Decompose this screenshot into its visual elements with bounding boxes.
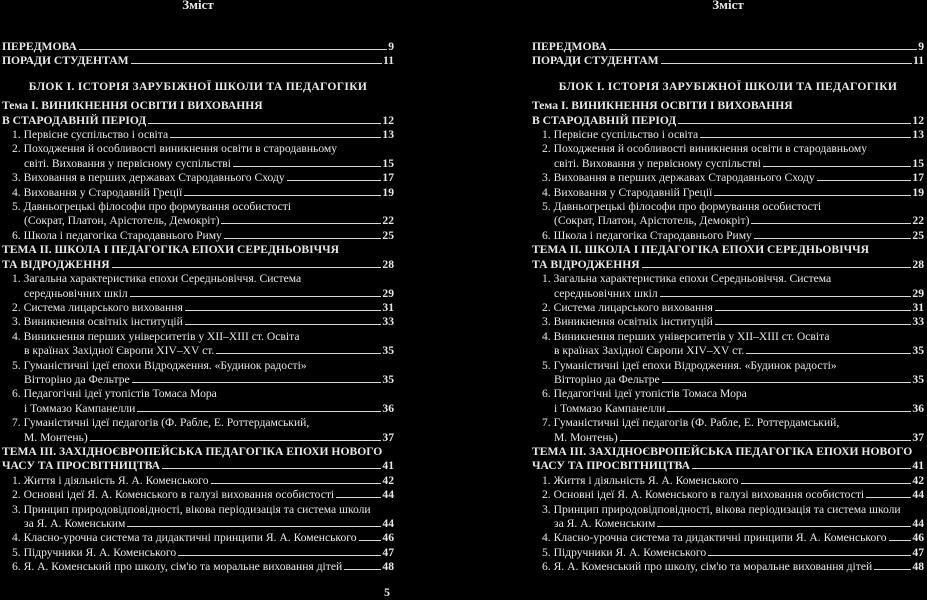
toc-page-number: 44 [912, 488, 924, 502]
toc-page-number: 22 [382, 214, 394, 228]
leader-line [667, 411, 911, 412]
toc-entry-line [542, 301, 924, 315]
toc-entry-line [542, 330, 924, 344]
toc-entry-line [542, 157, 924, 171]
toc-entry-text: і Томмазо Кампанелли [24, 401, 136, 415]
leader-line [609, 49, 917, 50]
toc-page-number: 42 [912, 473, 924, 487]
toc-entry [2, 186, 394, 200]
toc-list [532, 40, 924, 575]
toc-entry-text: 4. Виникнення перших університетів у XII–XIII ст. Освіта [12, 329, 300, 343]
toc-entry-text: Тема I. ВИНИКНЕННЯ ОСВІТИ І ВИХОВАННЯ [532, 99, 793, 113]
toc-page-right [532, 0, 924, 600]
toc-entry [2, 229, 394, 243]
toc-entry-line [12, 272, 394, 286]
toc-entry-line [532, 99, 924, 113]
leader-line [889, 540, 912, 541]
toc-entry-text: 1. Первісне суспільство і освіта [12, 128, 169, 142]
toc-entry [2, 445, 394, 474]
toc-page-number: 44 [912, 517, 924, 530]
toc-page-number: 36 [912, 401, 924, 415]
toc-entry-text: в країнах Західної Європи XIV–XV ст. [554, 344, 745, 358]
leader-line [661, 63, 912, 64]
leader-line [170, 137, 381, 138]
toc-entry [532, 128, 924, 142]
leader-line [662, 382, 912, 383]
toc-entry-line [2, 99, 394, 113]
leader-line [132, 382, 382, 383]
toc-entry-text: світі. Виховання у первісному суспільстві [554, 156, 761, 170]
toc-page-number: 19 [382, 185, 394, 199]
toc-page-number: 37 [912, 430, 924, 444]
toc-entry [2, 40, 394, 54]
toc-entry [532, 503, 924, 532]
toc-entry-text: В СТАРОДАВНІЙ ПЕРІОД [532, 113, 677, 127]
leader-line [233, 166, 381, 167]
block-heading: БЛОК І. ІСТОРІЯ ЗАРУБІЖНОЇ ШКОЛИ ТА ПЕДАГОГІКИ [28, 79, 368, 93]
toc-entry-line [2, 445, 394, 459]
toc-page-number: 42 [382, 473, 394, 487]
toc-entry-text: 2. Система лицарського виховання [12, 300, 183, 314]
toc-entry-text: 4. Класно-урочна система та дидактичні принципи Я. А. Коменського [12, 531, 357, 545]
toc-entry [2, 243, 394, 272]
leader-line [754, 238, 912, 239]
toc-entry-line [12, 344, 394, 358]
toc-entry [532, 186, 924, 200]
toc-page-number: 29 [382, 286, 394, 300]
toc-entry [2, 488, 394, 502]
leader-line [185, 310, 382, 311]
leader-line [184, 195, 381, 196]
toc-entry-line [542, 229, 924, 243]
toc-entry-line [12, 503, 394, 517]
leader-line [741, 483, 912, 484]
toc-entry-text: ТА ВІДРОДЖЕННЯ [532, 257, 640, 271]
toc-entry-line [12, 546, 394, 560]
toc-entry-line [12, 171, 394, 185]
leader-line [763, 166, 911, 167]
toc-entry-line [12, 157, 394, 171]
toc-entry-text: ЧАСУ ТА ПРОСВІТНИЦТВА [2, 459, 161, 473]
toc-entry-text: ТЕМА III. ЗАХІДНОЄВРОПЕЙСЬКА ПЕДАГОГІКА ЕПОХИ НОВОГО [2, 444, 383, 458]
toc-entry-text: за Я. А. Коменським [554, 517, 656, 530]
toc-entry-line [542, 531, 924, 545]
toc-entry-line [12, 200, 394, 214]
toc-page-number: 35 [912, 344, 924, 358]
toc-entry [532, 330, 924, 359]
toc-entry [2, 301, 394, 315]
toc-entry-text: 3. Виховання в перших державах Стародавнього Сходу [542, 171, 815, 185]
toc-entry-line [542, 517, 924, 531]
toc-title: Зміст [712, 0, 744, 12]
toc-entry-line [12, 387, 394, 401]
toc-entry-line [542, 474, 924, 488]
leader-line [162, 468, 381, 469]
toc-entry [2, 387, 394, 416]
leader-line [751, 223, 911, 224]
toc-entry [532, 387, 924, 416]
toc-entry-text: 1. Життя і діяльність Я. А. Коменського [12, 473, 209, 487]
toc-page-number: 41 [912, 459, 924, 473]
toc-page-number: 33 [912, 315, 924, 329]
toc-entry-text: ТЕМА III. ЗАХІДНОЄВРОПЕЙСЬКА ПЕДАГОГІКА ЕПОХИ НОВОГО [532, 444, 913, 458]
toc-entry-line [12, 488, 394, 502]
leader-line [90, 440, 382, 441]
toc-entry-text: Вітторіно да Фельтре [24, 372, 130, 386]
toc-entry-text: 4. Виховання у Стародавній Греції [12, 185, 183, 199]
leader-line [224, 238, 382, 239]
toc-entry-text: 3. Принцип природовідповідності, вікова періодизація та система школи [542, 502, 901, 516]
toc-entry-text: 5. Давньогрецькі філософи про формування особистості [12, 200, 292, 214]
toc-entry-text: ТЕМА II. ШКОЛА І ПЕДАГОГІКА ЕПОХИ СЕРЕДНЬОВІЧЧЯ [532, 243, 869, 257]
toc-entry [2, 128, 394, 142]
toc-entry-line [542, 359, 924, 373]
leader-line [746, 353, 911, 354]
toc-page-number: 35 [382, 372, 394, 386]
toc-page-number: 17 [382, 171, 394, 185]
toc-entry-line [532, 40, 924, 54]
toc-entry-text: 2. Основні ідеї Я. А. Коменського в галузі виховання особистості [12, 488, 335, 502]
toc-entry-text: М. Монтень) [24, 430, 88, 444]
leader-line [221, 223, 381, 224]
toc-entry-text: ПОРАДИ СТУДЕНТАМ [2, 54, 129, 68]
toc-entry-text: Вітторіно да Фельтре [554, 372, 660, 386]
toc-entry-text: 2. Походження й особливості виникнення освіти в стародавньому [542, 142, 868, 156]
leader-line [185, 324, 382, 325]
toc-page-number: 11 [383, 54, 394, 68]
toc-entry-text: 2. Походження й особливості виникнення освіти в стародавньому [12, 142, 338, 156]
toc-entry-text: 7. Гуманістичні ідеї педагогів (Ф. Рабле, Е. Роттердамський, [542, 416, 840, 430]
toc-entry-text: ТА ВІДРОДЖЕННЯ [2, 257, 110, 271]
toc-page-number: 13 [912, 128, 924, 142]
toc-entry-text: 1. Життя і діяльність Я. А. Коменського [542, 473, 739, 487]
toc-entry [2, 330, 394, 359]
toc-entry-line [2, 40, 394, 54]
leader-line [79, 49, 387, 50]
leader-line [216, 353, 381, 354]
toc-entry-text: 2. Система лицарського виховання [542, 300, 713, 314]
leader-line [657, 526, 911, 527]
toc-page-number: 9 [388, 40, 394, 53]
toc-entry-line [542, 272, 924, 286]
toc-entry-line [542, 416, 924, 430]
toc-entry [2, 54, 394, 68]
toc-entry-text: М. Монтень) [554, 430, 618, 444]
toc-entry-text: В СТАРОДАВНІЙ ПЕРІОД [2, 113, 147, 127]
leader-line [620, 440, 912, 441]
toc-entry [2, 531, 394, 545]
toc-entry [532, 488, 924, 502]
toc-entry [532, 315, 924, 329]
toc-entry-line [12, 359, 394, 373]
leader-line [866, 497, 911, 498]
toc-entry [532, 200, 924, 229]
toc-page-number: 15 [912, 156, 924, 170]
toc-page-number: 25 [382, 228, 394, 242]
toc-entry-text: Тема I. ВИНИКНЕННЯ ОСВІТИ І ВИХОВАННЯ [2, 99, 263, 113]
toc-entry-text: 6. Педагогічні ідеї утопістів Томаса Мора [12, 387, 217, 401]
toc-entry-line [12, 373, 394, 387]
toc-page-number: 31 [382, 300, 394, 314]
toc-entry [532, 54, 924, 68]
toc-entry [532, 416, 924, 445]
toc-entry-text: в країнах Західної Європи XIV–XV ст. [24, 344, 215, 358]
leader-line [130, 296, 382, 297]
leader-line [692, 468, 911, 469]
toc-entry-line [532, 445, 924, 459]
toc-entry-line [542, 488, 924, 502]
leader-line [660, 296, 912, 297]
toc-page-number: 46 [382, 531, 394, 545]
toc-entry [2, 359, 394, 388]
toc-entry-line [12, 416, 394, 430]
toc-entry [2, 315, 394, 329]
leader-line [137, 411, 381, 412]
toc-entry-text: 2. Основні ідеї Я. А. Коменського в галузі виховання особистості [542, 488, 865, 502]
toc-entry-line [2, 54, 394, 68]
toc-entry-text: (Сократ, Платон, Арістотель, Демокріт) [24, 214, 220, 228]
toc-page-number: 35 [382, 344, 394, 358]
toc-entry [532, 40, 924, 54]
toc-entry [2, 503, 394, 532]
toc-entry-text: 1. Первісне суспільство і освіта [542, 128, 699, 142]
toc-page-number: 44 [382, 488, 394, 502]
toc-entry-line [12, 402, 394, 416]
toc-entry-text: 6. Школа і педагогіка Стародавнього Риму [12, 228, 222, 242]
toc-page-number: 47 [912, 545, 924, 559]
leader-line [874, 569, 911, 570]
toc-entry [532, 531, 924, 545]
toc-entry-text: 4. Виникнення перших університетів у XII–XIII ст. Освіта [542, 329, 830, 343]
toc-entry [2, 546, 394, 560]
toc-entry-text: 3. Принцип природовідповідності, вікова періодизація та система школи [12, 502, 371, 516]
toc-page-number: 25 [912, 228, 924, 242]
toc-entry-line [542, 142, 924, 156]
toc-entry [532, 359, 924, 388]
leader-line [700, 137, 911, 138]
toc-page-number: 41 [382, 459, 394, 473]
toc-entry-line [12, 214, 394, 228]
toc-entry [2, 200, 394, 229]
leader-line [336, 497, 381, 498]
toc-page-number: 11 [913, 54, 924, 68]
toc-page-number: 48 [912, 560, 924, 574]
toc-entry [532, 243, 924, 272]
leader-line [359, 540, 382, 541]
leader-line [287, 180, 382, 181]
toc-entry-line [12, 531, 394, 545]
toc-entry-line [532, 243, 924, 257]
toc-page-number: 28 [912, 257, 924, 271]
toc-page-number: 44 [382, 517, 394, 530]
toc-entry-line [2, 459, 394, 473]
block-heading: БЛОК І. ІСТОРІЯ ЗАРУБІЖНОЇ ШКОЛИ ТА ПЕДАГОГІКИ [558, 79, 898, 93]
toc-list [2, 40, 394, 575]
toc-entry [532, 546, 924, 560]
toc-entry-line [542, 402, 924, 416]
toc-entry-text: ЧАСУ ТА ПРОСВІТНИЦТВА [532, 459, 691, 473]
toc-page-number: 29 [912, 286, 924, 300]
toc-entry-line [12, 315, 394, 329]
toc-entry-line [12, 474, 394, 488]
toc-entry-text: ПЕРЕДМОВА [2, 40, 77, 53]
toc-entry-line [2, 258, 394, 272]
toc-entry-text: 1. Загальна характеристика епохи Середньовіччя. Система [12, 272, 302, 286]
toc-entry-text: 3. Виховання в перших державах Стародавнього Сходу [12, 171, 285, 185]
toc-entry-line [12, 142, 394, 156]
toc-entry [2, 272, 394, 301]
page-number: 5 [384, 585, 390, 599]
toc-entry-line [12, 229, 394, 243]
toc-entry-text: за Я. А. Коменським [24, 517, 126, 530]
toc-page-number: 47 [382, 545, 394, 559]
leader-line [148, 123, 381, 124]
toc-entry-text: 3. Виникнення освітніх інституцій [542, 315, 713, 329]
toc-page-number: 48 [382, 560, 394, 574]
toc-entry-text: 6. Педагогічні ідеї утопістів Томаса Мора [542, 387, 747, 401]
toc-page-number: 9 [918, 40, 924, 53]
toc-page-number: 46 [912, 531, 924, 545]
toc-entry-line [2, 243, 394, 257]
toc-entry-line [2, 114, 394, 128]
toc-entry-line [542, 128, 924, 142]
toc-page-number: 17 [912, 171, 924, 185]
toc-page-number: 15 [382, 156, 394, 170]
toc-entry-line [542, 186, 924, 200]
toc-entry-text: 3. Виникнення освітніх інституцій [12, 315, 183, 329]
toc-page-number: 31 [912, 300, 924, 314]
toc-page-number: 12 [382, 113, 394, 127]
toc-entry-line [542, 287, 924, 301]
toc-entry-line [12, 560, 394, 574]
toc-entry-line [542, 214, 924, 228]
toc-entry [532, 272, 924, 301]
toc-entry [532, 445, 924, 474]
toc-entry-line [542, 315, 924, 329]
toc-entry-text: середньовічних шкіл [24, 286, 128, 300]
toc-entry-text: 5. Гуманістичні ідеї епохи Відродження. «Будинок радості» [12, 358, 307, 372]
toc-page-number: 35 [912, 372, 924, 386]
toc-entry-text: (Сократ, Платон, Арістотель, Демокріт) [554, 214, 750, 228]
toc-entry-line [12, 301, 394, 315]
leader-line [211, 483, 382, 484]
toc-entry-text: і Томмазо Кампанелли [554, 401, 666, 415]
toc-page-number: 36 [382, 401, 394, 415]
toc-entry-text: 4. Виховання у Стародавній Греції [542, 185, 713, 199]
toc-entry [2, 416, 394, 445]
toc-entry-line [532, 258, 924, 272]
toc-entry-line [12, 330, 394, 344]
toc-entry-line [12, 287, 394, 301]
toc-page-number: 33 [382, 315, 394, 329]
toc-entry-text: 7. Гуманістичні ідеї педагогів (Ф. Рабле, Е. Роттердамський, [12, 416, 310, 430]
leader-line [715, 324, 912, 325]
toc-entry-line [542, 200, 924, 214]
leader-line [678, 123, 911, 124]
toc-entry-line [12, 431, 394, 445]
leader-line [112, 267, 382, 268]
toc-entry [2, 142, 394, 171]
toc-entry [2, 560, 394, 574]
leader-line [178, 555, 381, 556]
toc-entry [2, 99, 394, 128]
toc-entry-line [12, 517, 394, 531]
toc-entry-text: 5. Підручники Я. А. Коменського [12, 545, 177, 559]
leader-line [344, 569, 381, 570]
toc-entry [532, 301, 924, 315]
leader-line [127, 526, 381, 527]
toc-entry-text: 1. Загальна характеристика епохи Середньовіччя. Система [542, 272, 832, 286]
toc-page-number: 37 [382, 430, 394, 444]
toc-entry-text: 6. Школа і педагогіка Стародавнього Риму [542, 228, 752, 242]
toc-entry-line [532, 114, 924, 128]
toc-entry [532, 560, 924, 574]
leader-line [131, 63, 382, 64]
toc-entry [532, 171, 924, 185]
toc-page-number: 13 [382, 128, 394, 142]
toc-entry-text: 6. Я. А. Коменський про школу, сім'ю та моральне виховання дітей [12, 560, 343, 574]
toc-entry [532, 142, 924, 171]
toc-entry-text: 5. Гуманістичні ідеї епохи Відродження. «Будинок радості» [542, 358, 837, 372]
toc-entry-line [542, 373, 924, 387]
toc-entry-line [542, 387, 924, 401]
leader-line [714, 195, 911, 196]
toc-entry-line [542, 560, 924, 574]
toc-entry-line [542, 344, 924, 358]
toc-entry-text: 5. Підручники Я. А. Коменського [542, 545, 707, 559]
toc-entry-text: ТЕМА II. ШКОЛА І ПЕДАГОГІКА ЕПОХИ СЕРЕДНЬОВІЧЧЯ [2, 243, 339, 257]
toc-entry-line [542, 171, 924, 185]
toc-entry [532, 229, 924, 243]
toc-entry-text: середньовічних шкіл [554, 286, 658, 300]
toc-entry-text: світі. Виховання у первісному суспільстві [24, 156, 231, 170]
toc-page-number: 12 [912, 113, 924, 127]
toc-entry-text: 5. Давньогрецькі філософи про формування особистості [542, 200, 822, 214]
toc-entry-line [12, 186, 394, 200]
toc-entry-line [542, 546, 924, 560]
toc-entry-line [532, 459, 924, 473]
toc-entry-text: ПЕРЕДМОВА [532, 40, 607, 53]
toc-page-number: 22 [912, 214, 924, 228]
toc-page-number: 19 [912, 185, 924, 199]
toc-entry-text: 4. Класно-урочна система та дидактичні принципи Я. А. Коменського [542, 531, 887, 545]
toc-entry [2, 474, 394, 488]
toc-entry-text: 6. Я. А. Коменський про школу, сім'ю та моральне виховання дітей [542, 560, 873, 574]
toc-page-number: 28 [382, 257, 394, 271]
toc-entry [2, 171, 394, 185]
toc-entry [532, 99, 924, 128]
toc-entry-line [12, 128, 394, 142]
toc-page-left [2, 0, 394, 600]
toc-title: Зміст [182, 0, 214, 12]
leader-line [708, 555, 911, 556]
toc-entry [532, 474, 924, 488]
toc-entry-line [532, 54, 924, 68]
leader-line [715, 310, 912, 311]
toc-entry-line [542, 431, 924, 445]
leader-line [817, 180, 912, 181]
toc-entry-text: ПОРАДИ СТУДЕНТАМ [532, 54, 659, 68]
toc-entry-line [542, 503, 924, 517]
leader-line [642, 267, 912, 268]
